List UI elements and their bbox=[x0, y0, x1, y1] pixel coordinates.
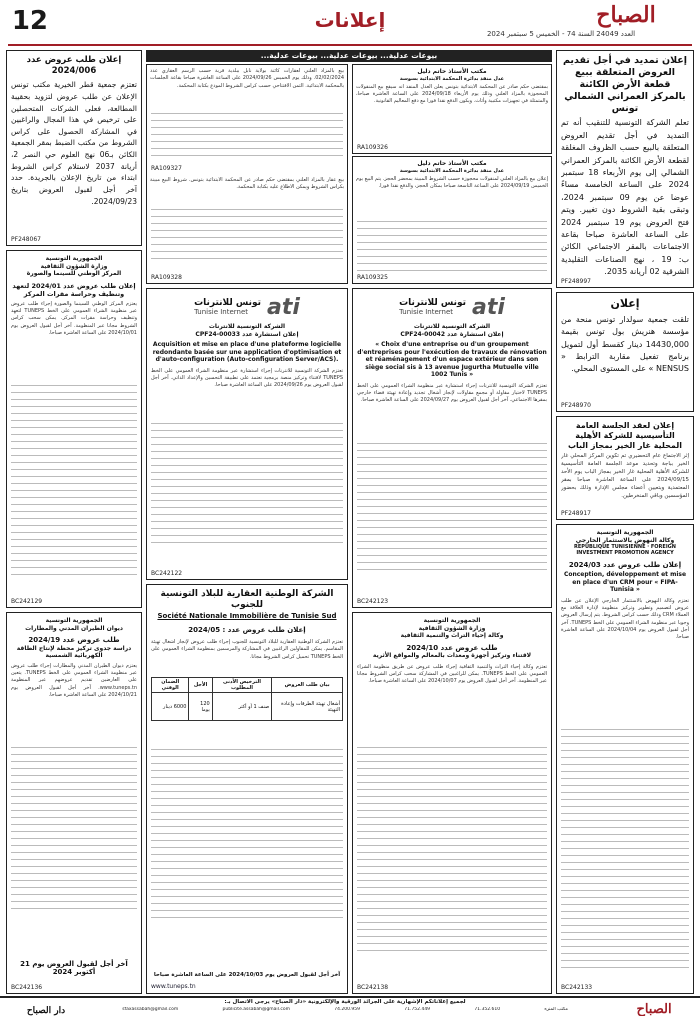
ad-fill-lines-2 bbox=[151, 205, 343, 269]
footer-office: مكتب المنزه bbox=[544, 1007, 568, 1012]
ad-fill-lines bbox=[561, 725, 689, 989]
sales-body: بيع بالمزاد العلني لعقارات كائنة بولاية نابل ببلدية قربة حسب الرسم العقاري عدد 02/02/2024. وذلك يوم الخميس 2024/09/26 على الساعة العاشرة صباحا بقاعة الجلسات بالمحكمة الابتدائية. الثمن الافتتاحي حسب كراس الشروط المودع بكتابة المحكمة. bbox=[150, 68, 344, 89]
header-rule bbox=[8, 44, 692, 46]
ad-gov: الجمهورية التونسية bbox=[596, 529, 654, 536]
ad-ref: PF248970 bbox=[561, 402, 591, 409]
ad-consult: إعلان استشارة عدد CPF24-00042 bbox=[400, 330, 504, 338]
ad-culture-heritage bbox=[352, 612, 552, 994]
ad-body: إعلان بيع بالمزاد العلني لمنقولات محجوزة حسب الشروط المبينة بمحضر الحجز. يتم البيع يوم الخميس 2024/09/19 على الساعة التاسعة صباحا بمكان الحجز، والدفع نقدا فورا. bbox=[356, 175, 548, 189]
ad-body: يعتزم ديوان الطيران المدني والمطارات إجراء طلب عروض عبر منظومة الشراء العمومي على الخط TUNEPS. يتعين على العارضين تقديم عروضهم عبر المنظومة www.tuneps.tn. آخر أجل لقبول العروض يوم 2024/10/21 على الساعة العاشرة صباحا. bbox=[11, 662, 137, 698]
table-header: الترخيص الأدنى المطلوب bbox=[212, 678, 272, 693]
ad-ref-b: RA109328 bbox=[151, 274, 182, 281]
ad-title: إعلان طلب عروض عدد 2024/01 لتعهد وتنظيف وحراسة مقرات المركز bbox=[12, 281, 136, 298]
ad-org-full: الشركة التونسية للانترنات bbox=[208, 323, 286, 330]
footer-phone-2: 71.752.449 bbox=[404, 1007, 431, 1012]
ad-agency-fr: REPUBLIQUE TUNISIENNE · FOREIGN INVESTMENT PROMOTION AGENCY bbox=[574, 544, 676, 557]
page-header bbox=[0, 0, 700, 44]
ad-agency: وكالة النهوض بالاستثمار الخارجي bbox=[575, 536, 675, 544]
ad-body: تعتزم وكالة إحياء التراث والتنمية الثقافية إجراء طلب عروض عن طريق منظومة الشراء العمومي على الخط TUNEPS. يمكن للراغبين في المشاركة سحب كراس الشروط مجانا عبر المنظومة. آخر أجل لقبول العروض يوم 2024/10/07 على الساعة العاشرة صباحا. bbox=[357, 663, 547, 685]
table-cell: صنف 1 أو أكثر bbox=[212, 693, 272, 721]
ad-body: يعتزم المركز الوطني للسينما والصورة إجراء طلب عروض عبر منظومة الشراء العمومي على الخط TUNEPS لتعهد وتنظيف وحراسة مقرات المركز. يمكن سحب كراس الشروط مجانا عبر المنظومة. آخر أجل لقبول العروض يوم 2024/10/01 على الساعة العاشرة صباحا. bbox=[11, 300, 137, 336]
ad-fill-lines bbox=[11, 743, 137, 957]
ad-fill-lines bbox=[357, 439, 547, 603]
ati-logo bbox=[357, 293, 547, 321]
ad-bailiff-2 bbox=[352, 156, 552, 284]
ad-ati-acs bbox=[146, 288, 348, 580]
ad-soldar-grant bbox=[556, 292, 694, 412]
ad-deadline: آخر أجل لقبول العروض يوم 21 أكتوبر 2024 bbox=[20, 959, 128, 977]
ad-bailiff-1 bbox=[352, 64, 552, 154]
ad-qatar-charity bbox=[6, 50, 142, 246]
masthead-name: الصباح bbox=[596, 2, 656, 28]
ad-agency: المركز الوطني للسينما والصورة bbox=[26, 270, 122, 277]
ad-title: طلب عروض عدد 2024/10 bbox=[406, 643, 498, 652]
ad-ref: BC242133 bbox=[561, 984, 593, 991]
ad-ministry: وزارة الشؤون الثقافية bbox=[40, 262, 108, 270]
ad-ref: PF248917 bbox=[561, 510, 591, 517]
ad-sub: عدل منفذ بدائرة المحكمة الابتدائية بسوسة bbox=[399, 75, 505, 82]
ad-body: تعتزم الشركة الوطنية العقارية للبلاد التونسية للجنوب إجراء طلب عروض لإنجاز أشغال تهيئة المقاسم. يمكن للمقاولين الراغبين في المشاركة والمرسمين بمنظومة الشراء العمومي على الخط TUNEPS تحميل كراس الشروط مجانا. bbox=[151, 639, 343, 660]
table-row bbox=[152, 693, 343, 721]
ati-logo bbox=[151, 293, 343, 321]
table-header-row bbox=[152, 678, 343, 693]
ad-body: تعتزم جمعية قطر الخيرية مكتب تونس الإعلان عن طلب عروض لتزويد بحقيبة المطالعة، فعلى الشركات المتحصلين على ترخيص في هذا المجال والراغبين في المشاركة الحصول على كراس الشروط من مكتب الضبط بمقر الجمعية الكائن بـ06 نهج العلوم حي النصر 2، أريانة 2037 لاستلام كراس الشروط ابتداء من تاريخ الإعلان بالجريدة. حدد آخر أجل لقبول العروض بتاريخ 2024/09/23. bbox=[11, 80, 137, 206]
ad-body: إثر الاجتماع عام التحضيري تم تكوين المركز المحلي غار الخير بباجة وتحديد موعد الجلسة العامة التأسيسية للشركة الأهلية المحلية غار الخير بمجاز الباب يوم الأحد 2024/09/15 على الساعة العاشرة صباحا بمقر المعتمدية وبتعيين أعضاء مجلس الإدارة وذلك بحضور المؤسسين وباقي المنخرطين. bbox=[561, 453, 689, 499]
footer-email-2[interactable]: sfaxassabah@gmail.com bbox=[122, 1007, 179, 1012]
ad-body: تعلم الشركة التونسية للتنقيب أنه تم التمديد في أجل تقديم العروض المتعلقة بالبيع حسب الظروف المغلقة لقطعة الأرض الكائنة بالمركز العمراني الشمالي إلى يوم الأربعاء 18 سبتمبر 2024 على الساعة الخامسة مساءً عوضا عن يوم 09 سبتمبر 2024، وتبقى بقية الشروط دون تغيير. ويتم فتح العروض يوم 19 سبتمبر 2024 على الساعة العاشرة صباحا بقاعة الاجتماعات بالمقر الاجتماعي الكائن ب: 19 ، نهج الصناعات التقليدية الشرقية 02 أريانة 2035. bbox=[561, 118, 689, 277]
ad-oaca-tender bbox=[6, 612, 142, 994]
ad-ref: BC242138 bbox=[357, 984, 389, 991]
ad-subject: « Choix d'une entreprise ou d'un groupement d'entreprises pour l'exécution de travaux de rénovation et réaménagement d'un espace extérieur dans son siège social sis à 13 avenue Jugurtha Mutuelle ville 1002 Tunis » bbox=[357, 341, 547, 378]
ad-title: إعلان تمديد في أجل تقديم العروض المتعلقة ببيع قطعة الأرض الكائنة بالمركز العمراني الشمالي تونس bbox=[562, 55, 688, 114]
ad-ref: BC242123 bbox=[357, 598, 389, 605]
footer-email-1[interactable]: publicite.assabah@gmail.com bbox=[222, 1007, 290, 1012]
ad-ministry: وزارة الشؤون الثقافية bbox=[418, 624, 486, 632]
table-header: بيان طلب العروض bbox=[272, 678, 343, 693]
ad-ref: PF248997 bbox=[561, 278, 591, 285]
ad-org-full: الشركة التونسية للانترنات bbox=[413, 323, 491, 330]
footer-brand-left bbox=[6, 998, 86, 1016]
ad-body: تعتزم الشركة التونسية للانترنات إجراء استشارة عبر منظومة الشراء العمومي على الخط TUNEPS لاختيار مقاولة أو مجمع مقاولات لإنجاز أشغال تجديد وإعادة تهيئة فضاء خارجي بمقرها الاجتماعي. آخر أجل لقبول العروض يوم 2024/09/27 على الساعة العاشرة صباحا. bbox=[357, 382, 547, 403]
ati-logo-mark: ati bbox=[472, 294, 505, 320]
table-header: الضمان الوقتي bbox=[152, 678, 189, 693]
ati-logo-mark: ati bbox=[267, 294, 300, 320]
legal-sales-banner: بيوعات عدلية... بيوعات عدلية... بيوعات عدلية... bbox=[146, 50, 552, 62]
footer-brand-right bbox=[614, 998, 694, 1016]
ati-org-fr: Tunisie Internet bbox=[194, 308, 249, 316]
sales-body-2: بيع عقار بالمزاد العلني بمقتضى حكم صادر عن المحكمة الابتدائية بتونس. شروط البيع مبينة بكراس الشروط ويمكن الاطلاع عليه بكتابة المحكمة. bbox=[150, 177, 344, 191]
ad-title: طلب عروض عدد 2024/19 bbox=[28, 636, 120, 644]
ad-ref: BC242129 bbox=[11, 598, 43, 605]
footer-phone-1: 71.352.610 bbox=[474, 1007, 501, 1012]
ad-fipa-tender bbox=[556, 524, 694, 994]
footer-phone-3: 74.200.959 bbox=[334, 1007, 361, 1012]
ad-fill-lines bbox=[151, 109, 343, 163]
ad-land-sale-extension bbox=[556, 50, 694, 288]
ad-sub: عدل منفذ بدائرة المحكمة الابتدائية بسوسة bbox=[399, 167, 505, 174]
ad-ati-renovation bbox=[352, 288, 552, 608]
snit-org-fr: Société Nationale Immobilière de Tunisie Sud bbox=[157, 611, 337, 620]
section-title: إعلانات bbox=[314, 8, 386, 32]
table-cell: أشغال تهيئة الطرقات وإعادة التهيئة bbox=[272, 693, 343, 721]
ad-snit-tender bbox=[146, 584, 348, 994]
ad-title: إعلان bbox=[610, 297, 640, 310]
table-cell: 120 يوما bbox=[189, 693, 212, 721]
ad-fill-lines bbox=[151, 419, 343, 575]
ad-fill-lines bbox=[357, 217, 547, 279]
snit-table bbox=[151, 677, 343, 721]
ad-ref: PF248067 bbox=[11, 236, 41, 243]
ad-consult: إعلان استشارة عدد CPF24-00033 bbox=[195, 330, 299, 338]
footer-headline: لجميع إعلاناتكم الإشهارية على الجرائد الورقية والإلكترونية «دار الصباح» يرجى الاتصال بـ: bbox=[224, 999, 466, 1005]
ad-ref-a: RA109327 bbox=[151, 165, 182, 172]
ad-ref: BC242136 bbox=[11, 984, 43, 991]
ad-deadline: آخر أجل لقبول العروض يوم 2024/10/03 على الساعة العاشرة صباحا bbox=[153, 972, 341, 979]
footer-brand-name: الصباح bbox=[636, 1002, 672, 1016]
ad-body: بمقتضى حكم صادر عن المحكمة الابتدائية بتونس يعلن العدل المنفذ أنه سيقع بيع المنقولات المحجوزة بالمزاد العلني وذلك يوم الأربعاء 2024/09/18 على الساعة العاشرة صباحا، والمتمثلة في تجهيزات مكتبية وأثاث. ويكون الدفع نقدا فورا مع دفع المعاليم القانونية. bbox=[356, 83, 548, 105]
ad-fill-lines bbox=[151, 745, 343, 963]
ad-subtitle: Conception, développement et mise en place d'un CRM pour « FIPA-Tunisia » bbox=[563, 571, 687, 594]
table-cell: 6000 دينار bbox=[152, 693, 189, 721]
ad-title: مكتب الأستاذ حاتم دليل bbox=[417, 160, 487, 167]
ad-fill-lines bbox=[357, 743, 547, 989]
ad-ministry: ديوان الطيران المدني والمطارات bbox=[25, 624, 123, 632]
ati-org-fr: Tunisie Internet bbox=[399, 308, 454, 316]
issue-line: العدد 24049 السنة 74 - الخميس 5 سبتمبر 2024 bbox=[486, 30, 636, 38]
ad-property-sales bbox=[146, 64, 348, 284]
ati-org-ar: تونس للانترنات bbox=[399, 298, 467, 308]
ad-subtitle: لاقتناء وتركيز أجهزة ومعدات بالمعالم والمواقع الأثرية bbox=[372, 652, 532, 660]
ad-subject: Acquisition et mise en place d'une plateforme logicielle redondante basée sur une application d'optimisation et d'auto-configuration (Auto-configuration Server/ACS). bbox=[152, 341, 342, 363]
ad-body: تعتزم وكالة النهوض بالاستثمار الخارجي الإعلان عن طلب عروض لتصميم وتطوير وتركيز منظومة لإدارة العلاقة مع العملاء CRM وذلك حسب كراس الشروط. يتم إرسال العروض وجوبا عبر منظومة الشراء العمومي على الخط TUNEPS. آخر أجل لقبول العروض يوم 2024/10/04 على الساعة العاشرة صباحا. bbox=[561, 597, 689, 640]
ad-ref: RA109325 bbox=[357, 274, 388, 281]
footer-contact bbox=[100, 1007, 590, 1016]
ad-title: إعلان طلب عروض عدد 2024/006 bbox=[26, 55, 122, 76]
ad-ref: BC242122 bbox=[151, 570, 183, 577]
page-number: 12 bbox=[11, 6, 48, 36]
ad-body: تعتزم الشركة التونسية للانترنات إجراء استشارة عبر منظومة الشراء العمومي على الخط TUNEPS لاقتناء وتركيز منصة برمجية تعتمد على تطبيقة التحسين والإعداد الذاتي. آخر أجل لقبول العروض يوم 2024/09/26 على الساعة العاشرة صباحا. bbox=[151, 367, 343, 388]
ad-title: إعلان لعقد الجلسة العامة التأسيسية للشركة الأهلية المحلية غار الخير بمجاز الباب bbox=[567, 421, 683, 450]
footer-logo-small: دار الصباح bbox=[26, 1006, 66, 1016]
ad-title: إعلان طلب عروض عدد : 2024/05 bbox=[188, 626, 306, 635]
ad-ref: RA109326 bbox=[357, 144, 388, 151]
ad-cnci-tender bbox=[6, 250, 142, 608]
ad-agency: وكالة إحياء التراث والتنمية الثقافية bbox=[400, 632, 504, 639]
ad-fill-lines bbox=[11, 381, 137, 603]
ad-gov: الجمهورية التونسية bbox=[45, 617, 103, 624]
ad-site-link[interactable]: www.tuneps.tn bbox=[151, 983, 196, 990]
snit-org-ar: الشركة الوطنية العقارية للبلاد التونسية للجنوب bbox=[160, 589, 334, 611]
ad-gov: الجمهورية التونسية bbox=[423, 617, 481, 624]
ad-general-assembly bbox=[556, 416, 694, 520]
ad-title: مكتب الأستاذ حاتم دليل bbox=[417, 68, 487, 75]
ad-title: إعلان طلب عروض عدد 2024/03 bbox=[568, 560, 682, 569]
table-header: الأجل bbox=[189, 678, 212, 693]
ati-org-ar: تونس للانترنات bbox=[194, 298, 262, 308]
ad-gov: الجمهورية التونسية bbox=[45, 255, 103, 262]
ad-subtitle: دراسة جدوى تركيز محطة لإنتاج الطاقة الكهربائية الشمسية bbox=[16, 644, 132, 660]
footer bbox=[0, 996, 700, 1016]
masthead-logo bbox=[560, 2, 692, 32]
ad-body: تلقت جمعية سولدار تونس منحة من مؤسسة هنريش بول تونس بقيمة 14430,000 دينار كقسط أول لتمويل برنامج تفعيل مقاربة الترابط « NENSUS » على المستوى المحلي. bbox=[561, 314, 689, 374]
